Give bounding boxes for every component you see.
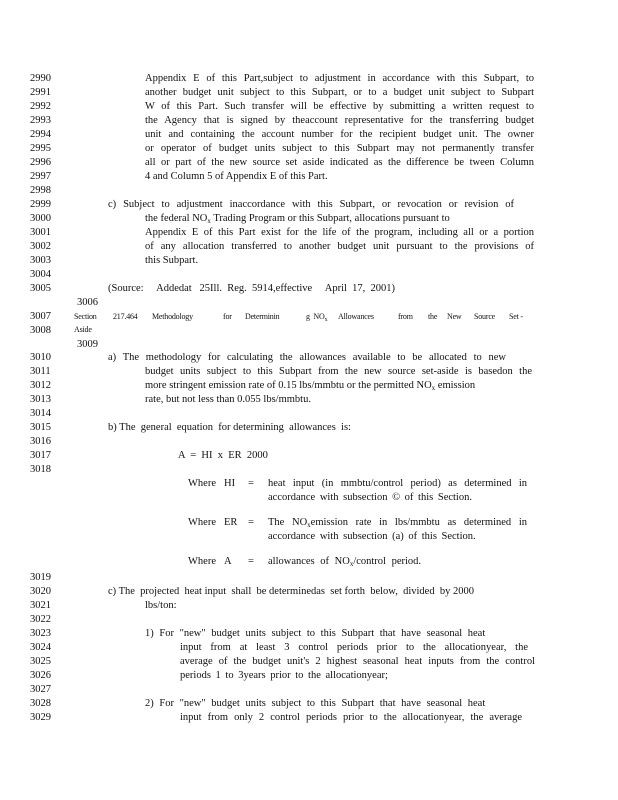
line-number: 3028 [30, 698, 51, 709]
line-number: 3013 [30, 394, 51, 405]
section-title-word: for [223, 312, 232, 321]
text-line: rate, but not less than 0.055 lbs/mmbtu. [145, 394, 311, 405]
line-number: 2992 [30, 101, 51, 112]
line-number: 3020 [30, 586, 51, 597]
where-label: Where [188, 517, 216, 528]
text-line: c) Subject to adjustment inaccordance with this Subpart, or revocation or revision of [108, 199, 514, 210]
line-number: 3026 [30, 670, 51, 681]
section-number: 217.464 [113, 312, 138, 321]
text-line: the Agency that is signed by theaccount representative for the transferring budget [145, 115, 534, 126]
text-line: a) The methodology for calculating the allowances available to be allocated to new [108, 352, 506, 363]
definition-text: allowances of $NO_x$/control period. [268, 556, 422, 568]
line-number: 3007 [30, 311, 51, 322]
line-number: 2990 [30, 73, 51, 84]
text-line: lbs/ton: [145, 600, 177, 611]
line-number: 3015 [30, 422, 51, 433]
text-line: W of this Part. Such transfer will be effective by submitting a written request to [145, 101, 534, 112]
subsection-b: b) The general equation for determining allowances is: [108, 422, 351, 433]
section-title-word: Determinin [245, 312, 280, 321]
line-number: 3004 [30, 269, 51, 280]
text-line: more stringent emission rate of 0.15 lbs/mmbtu or the permitted $NO_x$ emission [145, 380, 476, 392]
line-number: 2993 [30, 115, 51, 126]
text-line: 4 and Column 5 of Appendix E of this Part. [145, 171, 328, 182]
line-number: 3021 [30, 600, 51, 611]
variable: HI [224, 478, 236, 489]
text-line: Appendix E of this Part exist for the life of the program, including all or a portion [145, 227, 534, 238]
text-line: average of the budget unit's 2 highest seasonal heat inputs from the control [180, 656, 535, 667]
text-line: Appendix E of this Part,subject to adjustment in accordance with this Subpart, to [145, 73, 534, 84]
line-number: 3009 [77, 339, 98, 350]
line-number: 2994 [30, 129, 51, 140]
line-number: 3000 [30, 213, 51, 224]
line-number: 3008 [30, 325, 51, 336]
line-number: 3029 [30, 712, 51, 723]
text-line: or operator of budget units subject to this Subpart may not permanently transfer [145, 143, 534, 154]
line-number: 2991 [30, 87, 51, 98]
section-title-word: Allowances [338, 312, 374, 321]
section-title-word: Set - [509, 312, 523, 321]
line-number: 3011 [30, 366, 51, 377]
text-line: 2) For "new" budget units subject to this Subpart that have seasonal heat [145, 698, 486, 709]
section-title-word: g $NO_x$ [306, 312, 328, 323]
line-number: 3003 [30, 255, 51, 266]
line-number: 3016 [30, 436, 51, 447]
variable: ER [224, 517, 238, 528]
source-note: (Source: Addedat 25Ill. Reg. 5914,effective April 17, 2001) [108, 283, 396, 294]
definition-text: The $NO_xemission$ rate in lbs/mmbtu as determined in [268, 517, 527, 529]
where-label: Where [188, 478, 216, 489]
text-line: c) The projected heat input shall be determinedas set forth below, divided by 2000 [108, 586, 474, 597]
section-title-word: Source [474, 312, 496, 321]
line-number: 2998 [30, 185, 51, 196]
line-number: 3010 [30, 352, 51, 363]
section-title-word: New [447, 312, 462, 321]
line-number: 3019 [30, 572, 51, 583]
line-number: 3002 [30, 241, 51, 252]
line-number: 2999 [30, 199, 51, 210]
equation: A = HI x ER 2000 [178, 450, 268, 461]
equals-sign: = [248, 556, 254, 567]
text-line: this Subpart. [145, 255, 199, 266]
text-line: another budget unit subject to this Subpart, or to a budget unit subject to Subpart [145, 87, 534, 98]
line-number: 3022 [30, 614, 51, 625]
line-number: 3001 [30, 227, 51, 238]
definition-text: heat input (in mmbtu/control period) as determined in [268, 478, 527, 489]
section-title-word: the [428, 312, 438, 321]
where-label: Where [188, 556, 216, 567]
text-line: input from at least 3 control periods prior to the allocationyear, the [180, 642, 528, 653]
line-number: 2997 [30, 171, 51, 182]
line-number: 3027 [30, 684, 51, 695]
section-title-word: from [398, 312, 413, 321]
line-number: 2995 [30, 143, 51, 154]
section-label: Section [74, 312, 97, 321]
line-number: 3006 [77, 297, 98, 308]
text-line: all or part of the new source set aside indicated as the difference be tween Column [145, 157, 534, 168]
definition-text: accordance with subsection © of this Section. [268, 492, 472, 503]
line-number: 2996 [30, 157, 51, 168]
section-title-word: Methodology [152, 312, 193, 321]
line-number: 3024 [30, 642, 51, 653]
line-number: 3023 [30, 628, 51, 639]
line-number: 3014 [30, 408, 51, 419]
text-line: input from only 2 control periods prior to the allocationyear, the average [180, 712, 522, 723]
text-line: periods 1 to 3years prior to the allocationyear; [180, 670, 388, 681]
line-number: 3012 [30, 380, 51, 391]
line-number: 3025 [30, 656, 51, 667]
line-number: 3017 [30, 450, 51, 461]
equals-sign: = [248, 478, 254, 489]
equals-sign: = [248, 517, 254, 528]
definition-text: accordance with subsection (a) of this Section. [268, 531, 476, 542]
section-label-continued: Aside [74, 325, 92, 334]
text-line: 1) For "new" budget units subject to this Subpart that have seasonal heat [145, 628, 486, 639]
text-line: of any allocation transferred to another budget unit pursuant to the provisions of [145, 241, 534, 252]
text-line: the federal $NO_x$ Trading Program or this Subpart, allocations pursuant to [145, 213, 450, 225]
variable: A [224, 556, 232, 567]
text-line: budget units subject to this Subpart from the new source set-aside is basedon the [145, 366, 532, 377]
line-number: 3018 [30, 464, 51, 475]
text-line: unit and containing the account number for the recipient budget unit. The owner [145, 129, 534, 140]
line-number: 3005 [30, 283, 51, 294]
